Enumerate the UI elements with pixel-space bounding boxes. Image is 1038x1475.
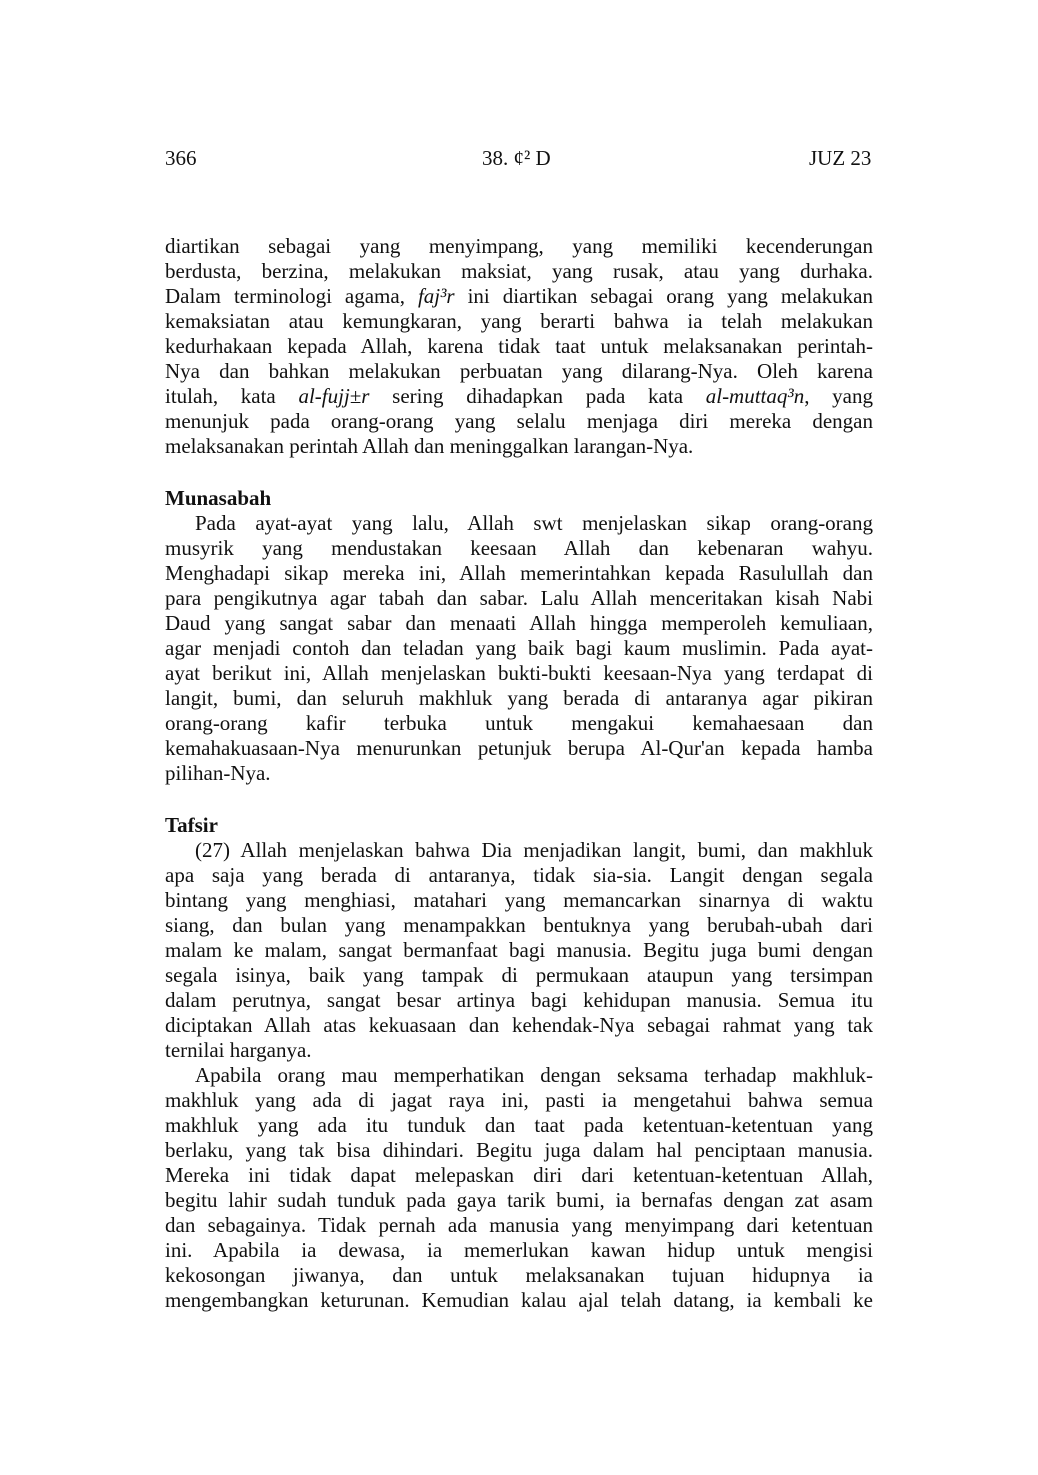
text-line: makhluk yang ada di jagat raya ini, pasti ia mengetahui bahwa semua — [165, 1088, 873, 1112]
text-line: ayat berikut ini, Allah menjelaskan bukti-bukti keesaan-Nya yang terdapat di — [165, 661, 873, 685]
text-line: ternilai harganya. — [165, 1038, 312, 1062]
text-line: Apabila orang mau memperhatikan dengan seksama terhadap makhluk- — [195, 1063, 873, 1087]
text-line — [165, 284, 873, 309]
text-line: kemahakuasaan-Nya menurunkan petunjuk berupa Al-Qur'an kepada hamba — [165, 736, 873, 760]
text-line: langit, bumi, dan seluruh makhluk yang berada di antaranya agar pikiran — [165, 686, 873, 710]
text-line: melaksanakan perintah Allah dan meninggalkan larangan-Nya. — [165, 434, 694, 458]
text-line: dalam perutnya, sangat besar artinya bagi kehidupan manusia. Semua itu — [165, 988, 873, 1012]
text-line: Menghadapi sikap mereka ini, Allah memerintahkan kepada Rasulullah dan — [165, 561, 873, 585]
text-line: Pada ayat-ayat yang lalu, Allah swt menjelaskan sikap orang-orang — [195, 511, 873, 535]
text-line: pilihan-Nya. — [165, 761, 271, 785]
text-line: dan sebagainya. Tidak pernah ada manusia yang menyimpang dari ketentuan — [165, 1213, 873, 1237]
tafsir-paragraph-27 — [165, 838, 873, 1063]
text-line: begitu lahir sudah tunduk pada gaya tarik bumi, ia bernafas dengan zat asam — [165, 1188, 873, 1212]
italic-term: al-fujj±r — [298, 384, 370, 408]
italic-term: faj³r — [417, 284, 455, 308]
text-line: kedurhakaan kepada Allah, karena tidak taat untuk melaksanakan perintah- — [165, 334, 873, 358]
text-line: Mereka ini tidak dapat melepaskan diri dari ketentuan-ketentuan Allah, — [165, 1163, 873, 1187]
text-line: berdusta, berzina, melakukan maksiat, yang rusak, atau yang durhaka. — [165, 259, 873, 283]
text-segment: , yang — [804, 384, 873, 408]
text-line: Nya dan bahkan melakukan perbuatan yang dilarang-Nya. Oleh karena — [165, 359, 873, 383]
surah-title: 38. ¢² D — [482, 146, 551, 170]
text-line: Daud yang sangat sabar dan menaati Allah hingga memperoleh kemuliaan, — [165, 611, 873, 635]
text-segment: itulah, kata — [165, 384, 299, 408]
text-segment: sering dihadapkan pada kata — [369, 384, 706, 408]
text-segment: ini diartikan sebagai orang yang melakukan — [454, 284, 873, 308]
munasabah-paragraph — [165, 511, 873, 786]
text-line: musyrik yang mendustakan keesaan Allah dan kebenaran wahyu. — [165, 536, 873, 560]
text-line: agar menjadi contoh dan teladan yang baik bagi kaum muslimin. Pada ayat- — [165, 636, 873, 660]
text-line: siang, dan bulan yang menampakkan bentuknya yang berubah-ubah dari — [165, 913, 873, 937]
text-line: diartikan sebagai yang menyimpang, yang memiliki kecenderungan — [165, 234, 873, 258]
text-line: mengembangkan keturunan. Kemudian kalau ajal telah datang, ia kembali ke — [165, 1288, 873, 1312]
text-line: ini. Apabila ia dewasa, ia memerlukan kawan hidup untuk mengisi — [165, 1238, 873, 1262]
text-segment: Dalam terminologi agama, — [165, 284, 418, 308]
text-line: kemaksiatan atau kemungkaran, yang berarti bahwa ia telah melakukan — [165, 309, 873, 333]
text-line: kekosongan jiwanya, dan untuk melaksanakan tujuan hidupnya ia — [165, 1263, 873, 1287]
italic-term: al-muttaq³n — [705, 384, 805, 408]
paragraph-continued — [165, 234, 873, 459]
text-line: diciptakan Allah atas kekuasaan dan kehendak-Nya sebagai rahmat yang tak — [165, 1013, 873, 1037]
text-line: menunjuk pada orang-orang yang selalu menjaga diri mereka dengan — [165, 409, 873, 433]
text-line: berlaku, yang tak bisa dihindari. Begitu juga dalam hal penciptaan manusia. — [165, 1138, 873, 1162]
text-line: para pengikutnya agar tabah dan sabar. Lalu Allah menceritakan kisah Nabi — [165, 586, 873, 610]
text-line: malam ke malam, sangat bermanfaat bagi manusia. Begitu juga bumi dengan — [165, 938, 873, 962]
text-line — [165, 384, 873, 409]
text-line: (27) Allah menjelaskan bahwa Dia menjadikan langit, bumi, dan makhluk — [195, 838, 873, 862]
text-line: segala isinya, baik yang tampak di permukaan ataupun yang tersimpan — [165, 963, 873, 987]
tafsir-paragraph-2 — [165, 1063, 873, 1313]
text-line: orang-orang kafir terbuka untuk mengakui kemahaesaan dan — [165, 711, 873, 735]
text-line: apa saja yang berada di antaranya, tidak sia-sia. Langit dengan segala — [165, 863, 873, 887]
section-heading-munasabah: Munasabah — [165, 486, 272, 510]
text-line: makhluk yang ada itu tunduk dan taat pada ketentuan-ketentuan yang — [165, 1113, 873, 1137]
section-heading-tafsir: Tafsir — [165, 813, 218, 837]
text-line: bintang yang menghiasi, matahari yang memancarkan sinarnya di waktu — [165, 888, 873, 912]
page-body — [165, 234, 873, 1313]
page-number: 366 — [165, 146, 197, 170]
juz-label: JUZ 23 — [809, 146, 872, 170]
